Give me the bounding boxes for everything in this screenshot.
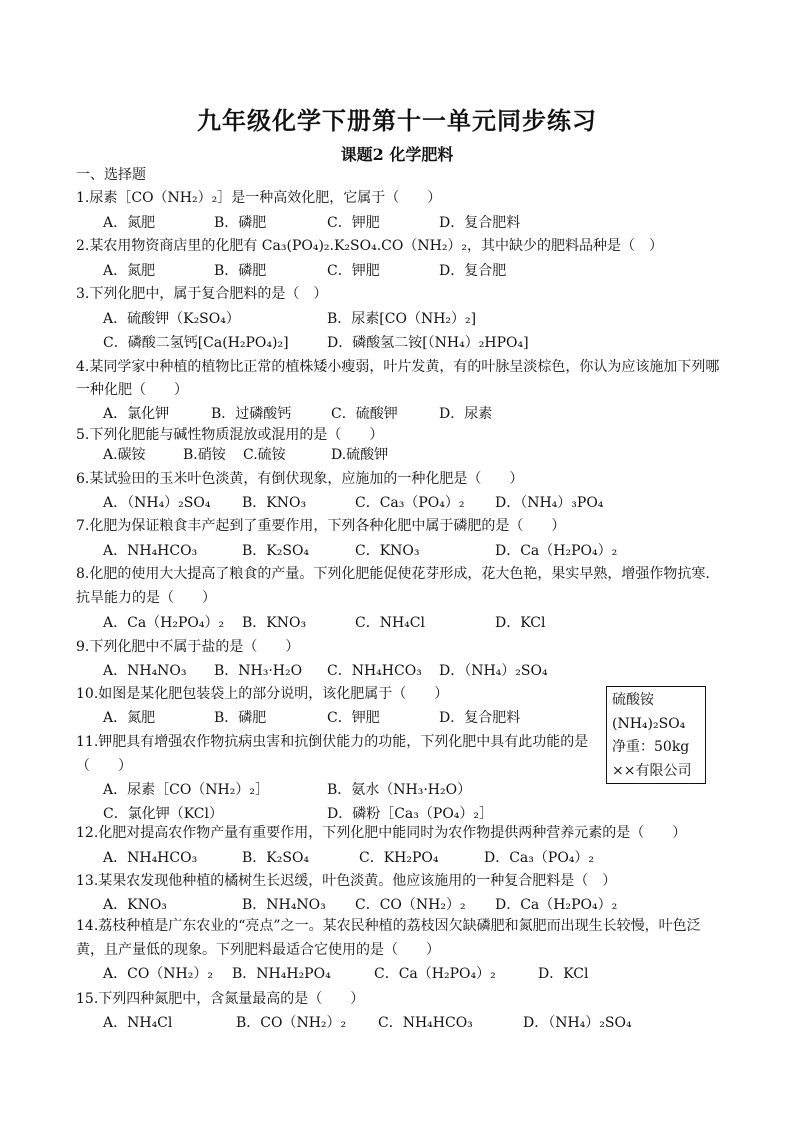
page-subtitle: 课题2 化学肥料 <box>340 145 454 164</box>
question-13-option-c: C．CO（NH₂）₂ <box>355 897 466 913</box>
question-9-option-d: D．（NH₄）₂SO₄ <box>439 663 548 679</box>
question-5-option-c: C.硫铵 <box>243 447 286 463</box>
question-10-option-b: B．磷肥 <box>214 710 267 726</box>
question-8-option-c: C．NH₄Cl <box>355 615 425 631</box>
question-2-option-a: A．氮肥 <box>103 263 156 279</box>
question-5-stem: 5.下列化肥能与碱性物质混放或混用的是（ ） <box>76 427 384 443</box>
question-1-option-c: C．钾肥 <box>327 215 380 231</box>
question-13-option-a: A．KNO₃ <box>103 897 167 913</box>
question-11-option-a: A．尿素［CO（NH₂）₂］ <box>103 782 269 798</box>
label-formula: (NH₄)₂SO₄ <box>612 715 686 732</box>
label-weight: 净重：50kg <box>612 739 690 755</box>
question-6-stem: 6.某试验田的玉米叶色淡黄，有倒伏现象，应施加的一种化肥是（ ） <box>76 471 524 487</box>
question-10-option-a: A．氮肥 <box>103 710 156 726</box>
question-5-option-d: D.硫酸钾 <box>331 447 389 463</box>
question-6-option-d: D．（NH₄）₃PO₄ <box>495 495 604 511</box>
question-15-option-a: A．NH₄Cl <box>103 1015 173 1031</box>
question-12-stem: 12.化肥对提高农作物产量有重要作用，下列化肥中能同时为农作物提供两种营养元素的是（ ） <box>76 825 687 841</box>
question-3-option-d: D．磷酸氢二铵[（NH₄）₂HPO₄] <box>327 335 529 351</box>
question-9-option-b: B．NH₃·H₂O <box>214 663 303 679</box>
question-4-option-a: A．氯化钾 <box>103 406 170 422</box>
question-10-option-c: C．钾肥 <box>327 710 380 726</box>
question-12-option-a: A．NH₄HCO₃ <box>103 850 198 866</box>
question-14-stem: 黄，且产量低的现象。下列肥料最适合它使用的是（ ） <box>76 942 440 958</box>
question-14-option-c: C．Ca（H₂PO₄）₂ <box>374 966 496 982</box>
question-8-stem: 8.化肥的使用大大提高了粮食的产量。下列化肥能促使花芽形成，花大色艳，果实早熟，增强作物抗寒. <box>76 566 710 582</box>
question-1-option-b: B．磷肥 <box>214 215 267 231</box>
question-6-option-a: A．（NH₄）₂SO₄ <box>103 495 211 511</box>
question-14-option-b: B．NH₄H₂PO₄ <box>232 966 331 982</box>
question-4-option-b: B．过磷酸钙 <box>211 406 292 422</box>
question-12-option-c: C．KH₂PO₄ <box>359 850 439 866</box>
question-5-option-a: A.碳铵 <box>103 447 146 463</box>
question-14-option-a: A．CO（NH₂）₂ <box>103 966 213 982</box>
question-14-option-d: D．KCl <box>538 966 589 982</box>
question-13-stem: 13.某果农发现他种植的橘树生长迟缓，叶色淡黄。他应该施用的一种复合肥料是（ ） <box>76 873 617 889</box>
question-9-stem: 9.下列化肥中不属于盐的是（ ） <box>76 639 300 655</box>
question-10-stem: 10.如图是某化肥包装袋上的部分说明，该化肥属于（ ） <box>76 686 449 702</box>
question-3-option-c: C．磷酸二氢钙[Ca(H₂PO₄)₂] <box>103 335 289 351</box>
question-8-option-a: A．Ca（H₂PO₄）₂ <box>103 615 225 631</box>
question-11-stem: 11.钾肥具有增强农作物抗病虫害和抗倒伏能力的功能，下列化肥中具有此功能的是 <box>76 734 589 750</box>
question-7-option-a: A．NH₄HCO₃ <box>103 543 198 559</box>
question-7-option-d: D．Ca（H₂PO₄）₂ <box>495 543 618 559</box>
question-4-option-d: D．尿素 <box>439 406 493 422</box>
question-11-option-c: C．氯化钾（KCl） <box>103 806 223 822</box>
question-2-option-c: C．钾肥 <box>327 263 380 279</box>
question-6-option-b: B．KNO₃ <box>242 495 307 511</box>
section-heading: 一、选择题 <box>76 167 146 183</box>
question-8-option-b: B．KNO₃ <box>242 615 307 631</box>
question-15-option-b: B．CO（NH₂）₂ <box>236 1015 347 1031</box>
question-11-option-d: D．磷粉［Ca₃（PO₄）₂］ <box>327 806 494 822</box>
question-15-option-c: C．NH₄HCO₃ <box>378 1015 473 1031</box>
question-8-option-d: D．KCl <box>495 615 546 631</box>
question-15-stem: 15.下列四种氮肥中，含氮量最高的是（ ） <box>76 991 365 1007</box>
question-11-stem: （ ） <box>76 758 132 774</box>
question-3-option-a: A．硫酸钾（K₂SO₄） <box>103 311 240 327</box>
question-1-option-a: A．氮肥 <box>103 215 156 231</box>
question-4-stem: 4.某同学家中种植的植物比正常的植株矮小瘦弱，叶片发黄，有的叶脉呈淡棕色，你认为应该施加下列哪 <box>76 359 720 375</box>
question-4-option-c: C．硫酸钾 <box>331 406 398 422</box>
question-10-option-d: D．复合肥料 <box>439 710 521 726</box>
label-name: 硫酸铵 <box>612 692 654 708</box>
question-7-option-b: B．K₂SO₄ <box>242 543 310 559</box>
question-8-stem: 抗旱能力的是（ ） <box>76 590 216 606</box>
question-2-option-d: D．复合肥 <box>439 263 507 279</box>
question-1-option-d: D．复合肥料 <box>439 215 521 231</box>
question-5-option-b: B.硝铵 <box>183 447 226 463</box>
question-3-stem: 3.下列化肥中，属于复合肥料的是（ ） <box>76 286 328 302</box>
question-7-option-c: C．KNO₃ <box>355 543 420 559</box>
question-6-option-c: C．Ca₃（PO₄）₂ <box>355 495 465 511</box>
question-12-option-d: D．Ca₃（PO₄）₂ <box>484 850 595 866</box>
fertilizer-package-label <box>606 686 706 784</box>
label-company: ××有限公司 <box>612 762 692 779</box>
question-9-option-a: A．NH₄NO₃ <box>103 663 187 679</box>
question-2-option-b: B．磷肥 <box>214 263 267 279</box>
page-title: 九年级化学下册第十一单元同步练习 <box>197 106 597 135</box>
question-12-option-b: B．K₂SO₄ <box>242 850 310 866</box>
question-1-stem: 1.尿素［CO（NH₂）₂］是一种高效化肥，它属于（ ） <box>76 190 442 206</box>
question-13-option-d: D．Ca（H₂PO₄）₂ <box>495 897 618 913</box>
question-2-stem: 2.某农用物资商店里的化肥有 Ca₃(PO₄)₂.K₂SO₄.CO（NH₂）₂，其中缺少的肥料品种是（ ） <box>76 238 664 254</box>
question-4-stem: 一种化肥（ ） <box>76 382 188 398</box>
question-14-stem: 14.荔枝种植是广东农业的“亮点”之一。某农民种植的荔枝因欠缺磷肥和氮肥而出现生长较慢，叶色泛 <box>76 918 701 934</box>
question-15-option-d: D．（NH₄）₂SO₄ <box>523 1015 632 1031</box>
question-7-stem: 7.化肥为保证粮食丰产起到了重要作用，下列各种化肥中属于磷肥的是（ ） <box>76 518 566 534</box>
question-9-option-c: C．NH₄HCO₃ <box>327 663 422 679</box>
question-11-option-b: B．氨水（NH₃·H₂O） <box>327 782 472 798</box>
question-3-option-b: B．尿素[CO（NH₂）₂] <box>327 311 477 327</box>
question-13-option-b: B．NH₄NO₃ <box>242 897 326 913</box>
